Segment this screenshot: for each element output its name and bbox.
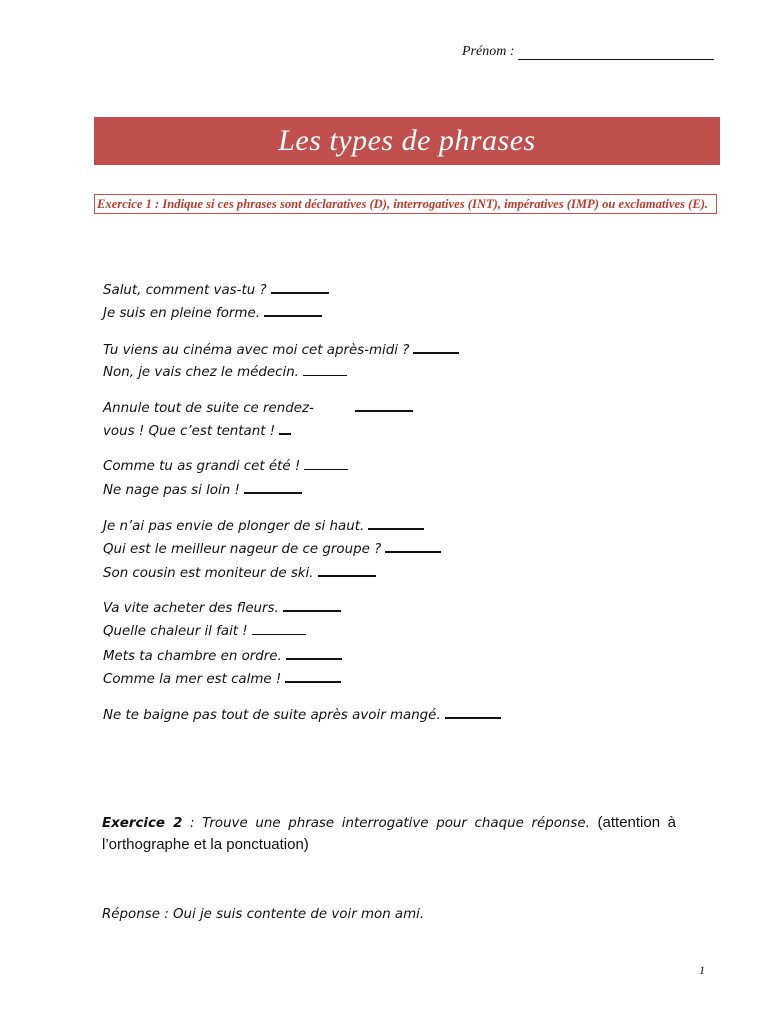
- answer-blank: [285, 669, 341, 683]
- sentence-line: [103, 457, 348, 476]
- exercise2-instruction: [102, 812, 676, 856]
- answer-blank: [304, 457, 348, 470]
- sentence-line: [103, 480, 302, 500]
- sentence-text: Annule tout de suite ce rendez-: [103, 401, 314, 416]
- sentence-line: [103, 539, 441, 559]
- answer-blank: [286, 646, 342, 660]
- sentence-text: Comme tu as grandi cet été !: [103, 459, 301, 474]
- sentence-line: [103, 669, 341, 689]
- sentence-line: [103, 646, 342, 666]
- answer-blank: [252, 622, 306, 635]
- answer-blank: [385, 539, 441, 553]
- exercise2-note: (attention à l’orthographe et la ponctuation): [102, 814, 676, 853]
- sentence-text: Quelle chaleur il fait !: [103, 624, 248, 639]
- sentence-line: [103, 563, 376, 583]
- answer-blank: [318, 563, 376, 577]
- exercise2-text: : Trouve une phrase interrogative pour chaque réponse.: [182, 816, 590, 831]
- answer-blank: [244, 480, 302, 494]
- prenom-blank-line: [518, 45, 715, 60]
- sentence-text: vous ! Que c’est tentant !: [103, 424, 276, 439]
- answer-blank: [271, 280, 329, 294]
- sentence-line: [103, 598, 341, 618]
- sentence-line: [103, 363, 347, 382]
- sentence-text: Ne te baigne pas tout de suite après avoir mangé.: [103, 708, 441, 723]
- sentence-text: Qui est le meilleur nageur de ce groupe ?: [103, 542, 382, 557]
- answer-blank: [413, 340, 459, 354]
- sentence-line: [103, 421, 291, 441]
- sentence-text: Non, je vais chez le médecin.: [103, 365, 299, 380]
- title-banner: [94, 117, 720, 165]
- sentence-text: Comme la mer est calme !: [103, 672, 282, 687]
- sentence-line: [103, 303, 322, 323]
- sentence-text: Son cousin est moniteur de ski.: [103, 566, 314, 581]
- answer-blank: [445, 705, 501, 719]
- answer-blank: [368, 516, 424, 530]
- sentence-text: Tu viens au cinéma avec moi cet après-midi ?: [103, 343, 410, 358]
- prenom-label: Prénom :: [462, 44, 515, 59]
- sentence-text: Mets ta chambre en ordre.: [103, 649, 282, 664]
- sentence-line: [103, 622, 306, 641]
- page-number: 1: [699, 963, 705, 977]
- answer-blank: [279, 421, 291, 435]
- prenom-field: [462, 44, 714, 60]
- sentence-text: Ne nage pas si loin !: [103, 483, 240, 498]
- sentence-line: [103, 340, 459, 360]
- answer-blank: [264, 303, 322, 317]
- sentence-line: [103, 705, 501, 725]
- sentence-line: [103, 280, 329, 300]
- sentence-line: [103, 398, 413, 418]
- sentence-line: [103, 516, 424, 536]
- page-title: Les types de phrases: [278, 124, 536, 157]
- exercise2-label: Exercice 2: [102, 816, 183, 831]
- sentence-text: Je n’ai pas envie de plonger de si haut.: [103, 519, 365, 534]
- answer-blank: [303, 363, 347, 376]
- exercise1-instruction: Exercice 1 : Indique si ces phrases sont déclaratives (D), interrogatives (INT), impératives (IMP) ou exclamatives (E).: [94, 194, 717, 214]
- sentence-text: Va vite acheter des fleurs.: [103, 601, 279, 616]
- answer-blank: [355, 398, 413, 412]
- sentence-text: Salut, comment vas-tu ?: [103, 283, 267, 298]
- answer-blank: [283, 598, 341, 612]
- sentence-text: Je suis en pleine forme.: [103, 306, 260, 321]
- exercise2-reponse: Réponse : Oui je suis contente de voir mon ami.: [102, 907, 425, 922]
